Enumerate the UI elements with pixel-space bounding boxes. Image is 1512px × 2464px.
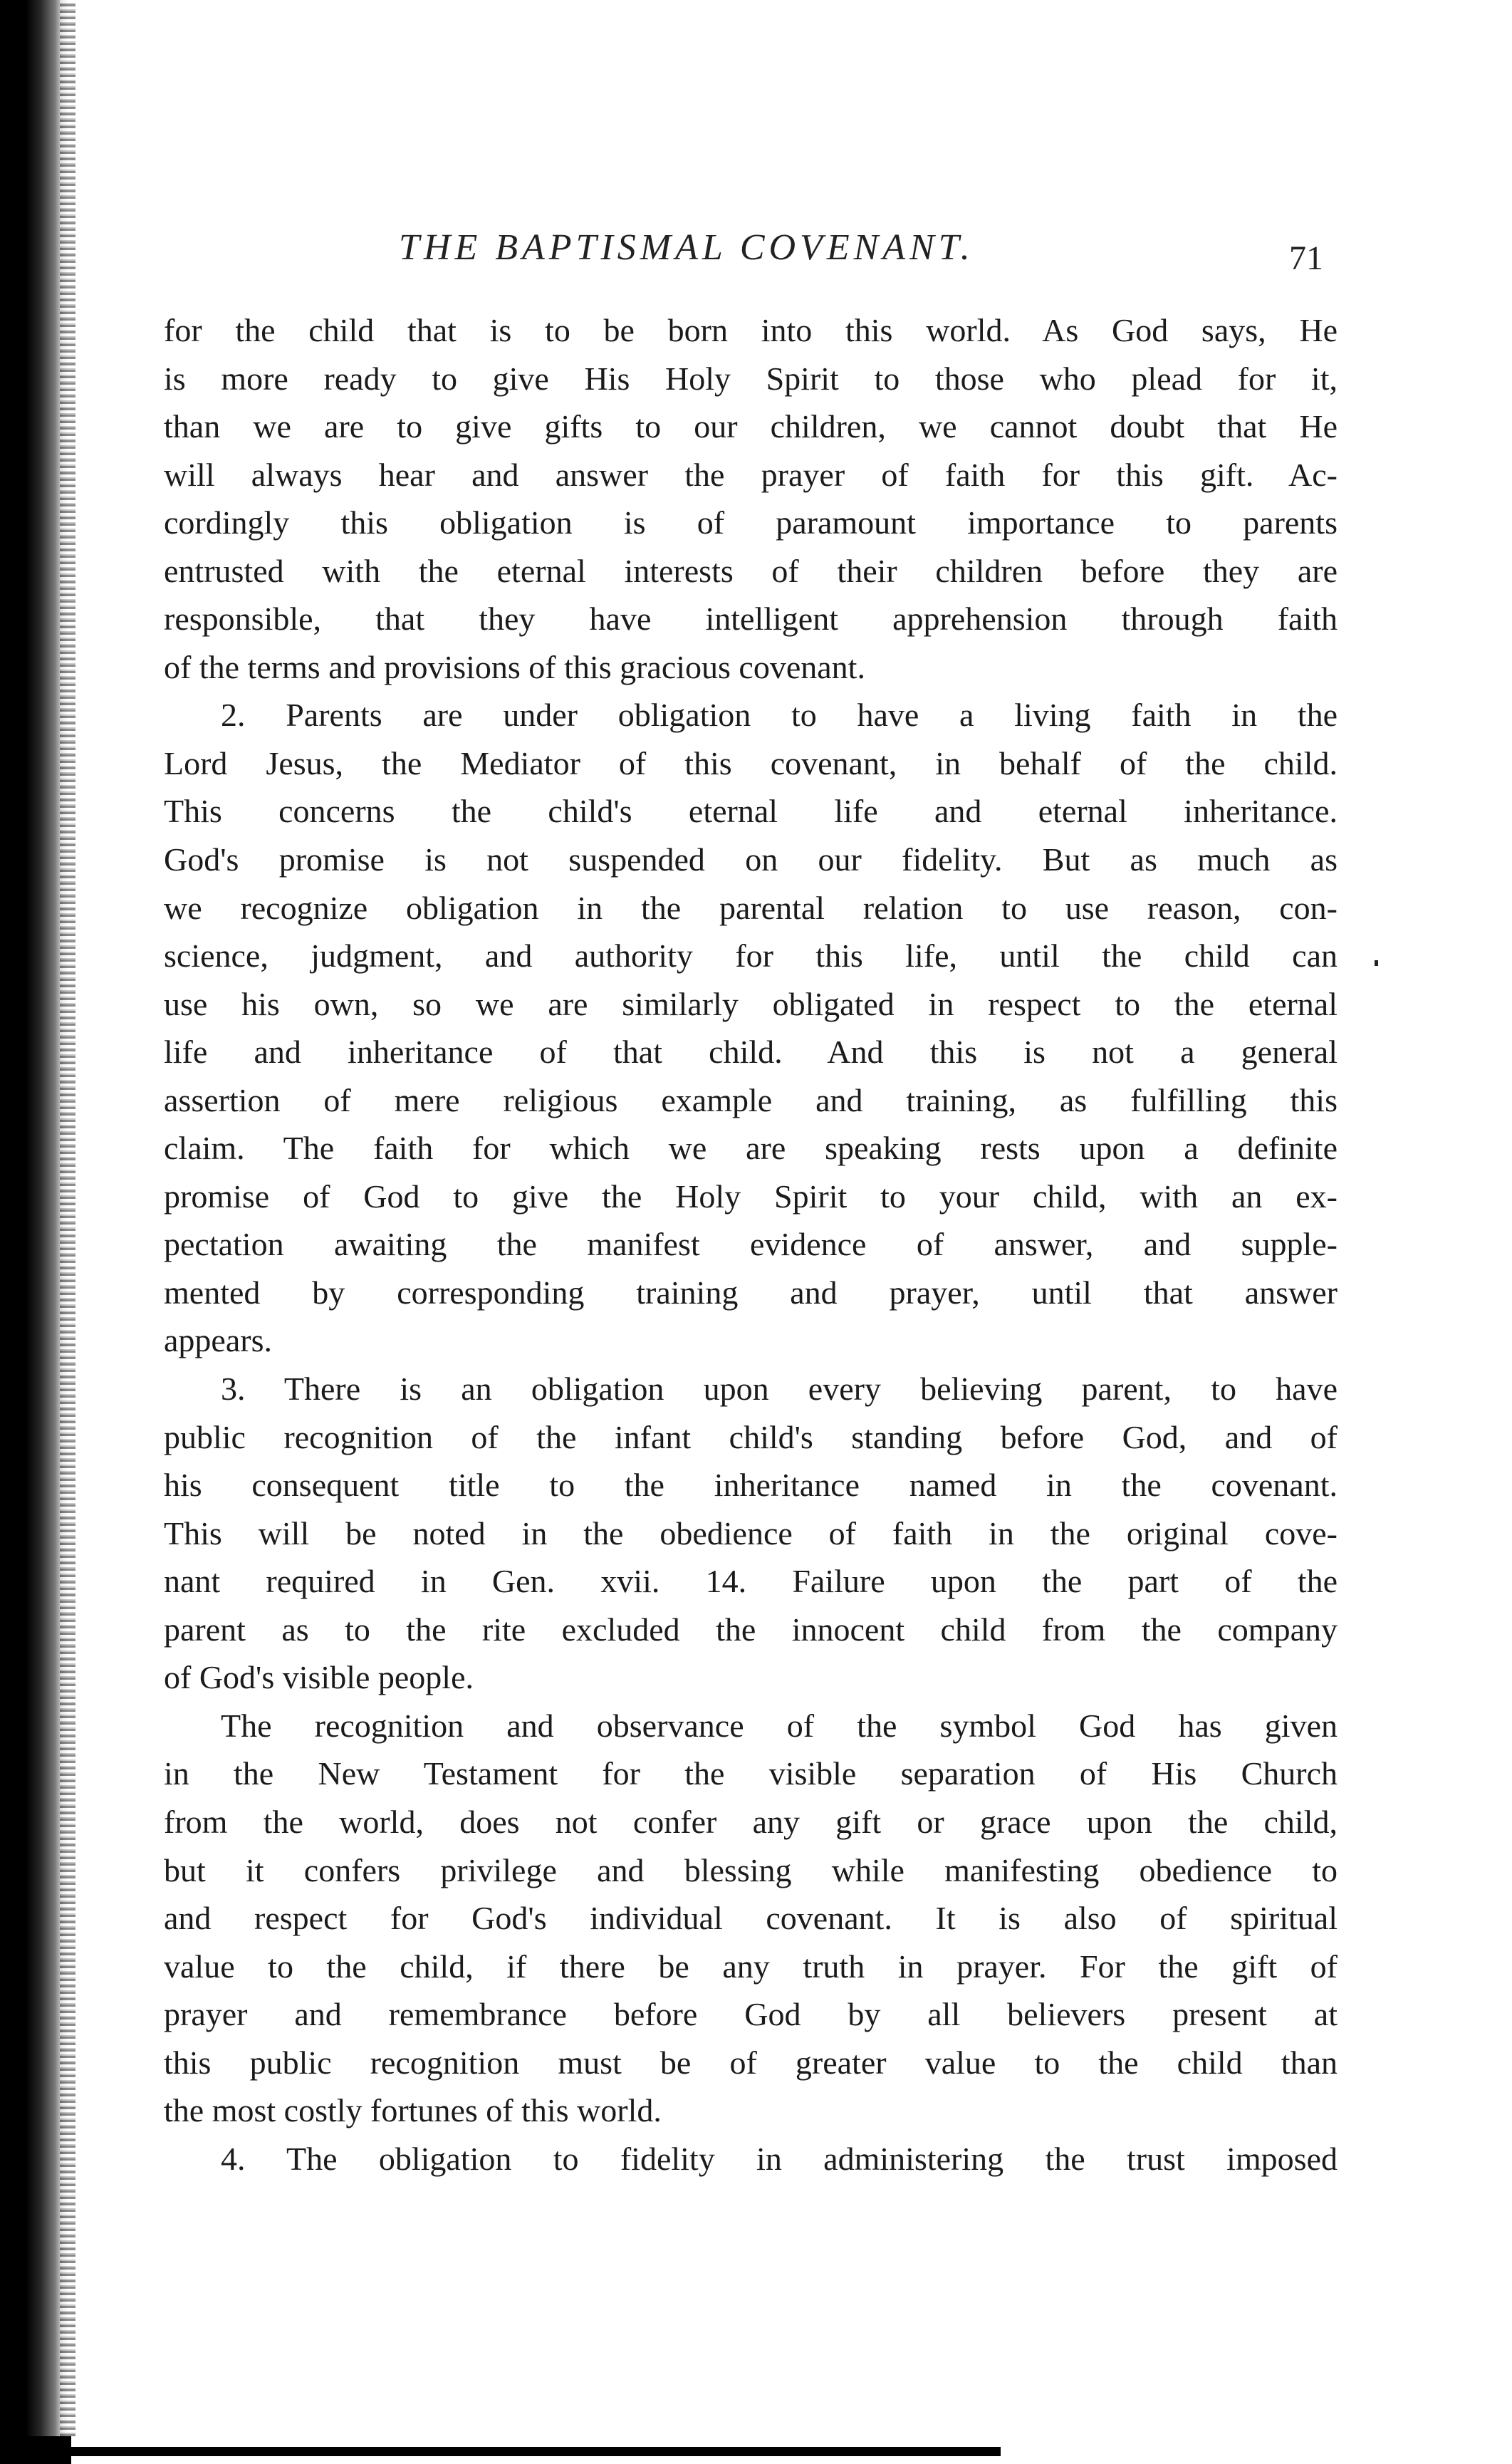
- text-line: this public recognition must be of greater value to the child than: [164, 2044, 1338, 2081]
- text-line: cordingly this obligation is of paramount importance to parents: [164, 504, 1338, 541]
- text-line: will always hear and answer the prayer of faith for this gift. Ac-: [164, 456, 1338, 493]
- text-line: assertion of mere religious example and training, as fulfilling this: [164, 1081, 1338, 1118]
- text-line: prayer and remembrance before God by all believers present at: [164, 1996, 1338, 2033]
- text-line: of the terms and provisions of this gracious covenant.: [164, 648, 865, 685]
- text-line: responsible, that they have intelligent apprehension through faith: [164, 601, 1338, 638]
- text-line: promise of God to give the Holy Spirit to your child, with an ex-: [164, 1178, 1338, 1215]
- text-line: than we are to give gifts to our children, we cannot doubt that He: [164, 408, 1338, 445]
- text-line: mented by corresponding training and prayer, until that answer: [164, 1274, 1338, 1311]
- text-line: and respect for God's individual covenant. It is also of spiritual: [164, 1900, 1338, 1937]
- text-line: from the world, does not confer any gift or grace upon the child,: [164, 1803, 1338, 1840]
- text-line: God's promise is not suspended on our fidelity. But as much as: [164, 841, 1338, 878]
- scan-border-bottom: [71, 2447, 1001, 2456]
- scan-speck: [1375, 960, 1378, 966]
- text-line: we recognize obligation in the parental relation to use reason, con-: [164, 889, 1338, 926]
- book-spine-texture: [60, 0, 75, 2436]
- text-line: Lord Jesus, the Mediator of this covenant, in behalf of the child.: [164, 744, 1338, 781]
- text-line: is more ready to give His Holy Spirit to those who plead for it,: [164, 360, 1338, 397]
- running-head: THE BAPTISMAL COVENANT.: [399, 227, 974, 268]
- text-line: the most costly fortunes of this world.: [164, 2092, 662, 2129]
- text-line: This concerns the child's eternal life and eternal inheritance.: [164, 793, 1338, 830]
- scan-border-corner: [0, 2436, 71, 2464]
- text-line: claim. The faith for which we are speaking rests upon a definite: [164, 1130, 1338, 1167]
- paragraph-start-line: The recognition and observance of the symbol God has given: [221, 1707, 1338, 1744]
- paragraph-start-line: 3. There is an obligation upon every believing parent, to have: [221, 1371, 1338, 1408]
- text-line: science, judgment, and authority for this life, until the child can: [164, 937, 1338, 974]
- text-line: of God's visible people.: [164, 1659, 474, 1696]
- text-line: nant required in Gen. xvii. 14. Failure upon the part of the: [164, 1563, 1338, 1600]
- book-spine-shadow: [0, 0, 68, 2436]
- text-line: life and inheritance of that child. And this is not a general: [164, 1034, 1338, 1071]
- text-line: for the child that is to be born into this world. As God says, He: [164, 312, 1338, 348]
- text-line: public recognition of the infant child's standing before God, and of: [164, 1418, 1338, 1455]
- text-line: parent as to the rite excluded the innocent child from the company: [164, 1611, 1338, 1648]
- paragraph-start-line: 4. The obligation to fidelity in administering the trust imposed: [221, 2140, 1338, 2177]
- paragraph-start-line: 2. Parents are under obligation to have a living faith in the: [221, 697, 1338, 734]
- text-line: his consequent title to the inheritance named in the covenant.: [164, 1467, 1338, 1504]
- text-line: appears.: [164, 1322, 272, 1359]
- text-line: pectation awaiting the manifest evidence of answer, and supple-: [164, 1226, 1338, 1263]
- text-line: in the New Testament for the visible separation of His Church: [164, 1755, 1338, 1792]
- text-line: entrusted with the eternal interests of their children before they are: [164, 552, 1338, 589]
- text-line: This will be noted in the obedience of faith in the original cove-: [164, 1514, 1338, 1551]
- page-number: 71: [1289, 239, 1323, 277]
- body-text: [164, 306, 1338, 2183]
- text-line: use his own, so we are similarly obligated in respect to the eternal: [164, 985, 1338, 1022]
- text-line: but it confers privilege and blessing while manifesting obedience to: [164, 1851, 1338, 1888]
- text-line: value to the child, if there be any truth in prayer. For the gift of: [164, 1948, 1338, 1985]
